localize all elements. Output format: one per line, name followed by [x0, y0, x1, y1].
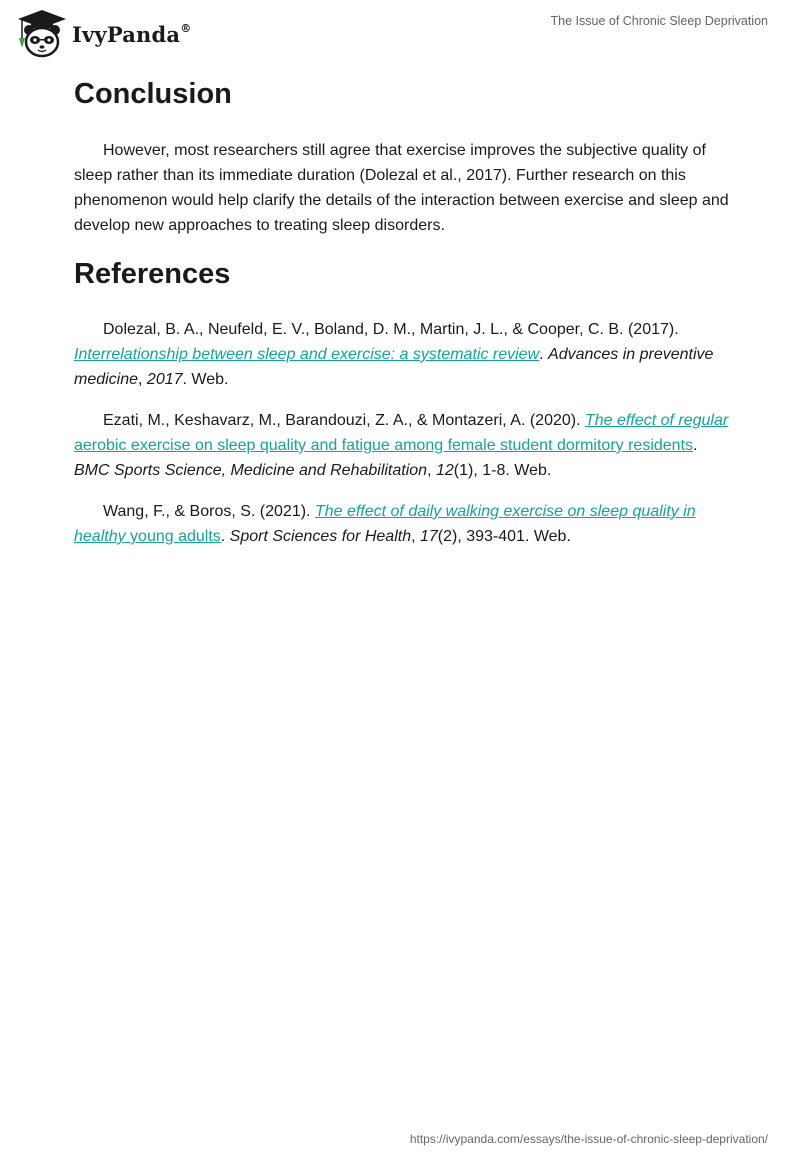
reference-journal: Advances in preventive medicine — [74, 346, 714, 388]
reference-item — [74, 317, 730, 392]
reference-tail: (2), 393-401. Web. — [437, 528, 571, 545]
reference-link[interactable] — [74, 346, 539, 363]
reference-punct: . — [539, 346, 549, 363]
conclusion-paragraph: However, most researchers still agree that exercise improves the subjective quality of sleep rather than its immediate duration (Dolezal et al., 2017). Further research on this phenomenon would help clarify the details of the interaction between exercise and sleep and develop new approaches to treating sleep disorders. — [74, 142, 729, 234]
reference-item — [74, 499, 730, 549]
registered-mark: ® — [180, 21, 192, 35]
reference-separator: , — [138, 371, 147, 388]
reference-punct: . — [693, 437, 698, 454]
reference-volume: 2017 — [146, 371, 183, 388]
reference-journal: Sport Sciences for Health — [229, 528, 412, 545]
reference-separator: , — [411, 528, 420, 545]
document-title: The Issue of Chronic Sleep Deprivation — [550, 14, 768, 28]
reference-link-italic: Interrelationship between sleep and exercise: a systematic review — [74, 346, 540, 363]
footer-url[interactable]: https://ivypanda.com/essays/the-issue-of-chronic-sleep-deprivation/ — [409, 1132, 768, 1146]
reference-item — [74, 408, 730, 483]
reference-volume: 17 — [419, 528, 438, 545]
reference-tail: . Web. — [182, 371, 229, 388]
reference-link-italic: The effect of regular — [584, 412, 729, 429]
ivypanda-logo[interactable] — [14, 8, 191, 58]
reference-authors: Dolezal, B. A., Neufeld, E. V., Boland, D. M., Martin, J. L., & Cooper, C. B. (2017). — [103, 321, 679, 338]
reference-volume: 12 — [435, 462, 454, 479]
document-body — [74, 70, 730, 549]
reference-separator: , — [427, 462, 436, 479]
reference-link-italic: The effect of daily walking exercise on sleep quality in healthy — [74, 503, 696, 545]
reference-tail: (1), 1-8. Web. — [453, 462, 552, 479]
reference-authors: Wang, F., & Boros, S. (2021). — [103, 503, 315, 520]
reference-authors: Ezati, M., Keshavarz, M., Barandouzi, Z. A., & Montazeri, A. (2020). — [103, 412, 585, 429]
reference-link-plain: young adults — [125, 528, 221, 545]
conclusion-heading: Conclusion — [74, 78, 232, 110]
references-heading: References — [74, 258, 231, 290]
reference-link-plain: aerobic exercise on sleep quality and fatigue among female student dormitory residents — [74, 437, 694, 454]
reference-punct: . — [220, 528, 230, 545]
panda-graduate-icon — [14, 8, 70, 58]
reference-journal: BMC Sports Science, Medicine and Rehabilitation — [74, 462, 428, 479]
logo-wordmark: IvyPanda® — [72, 21, 192, 47]
page-header — [0, 0, 800, 70]
